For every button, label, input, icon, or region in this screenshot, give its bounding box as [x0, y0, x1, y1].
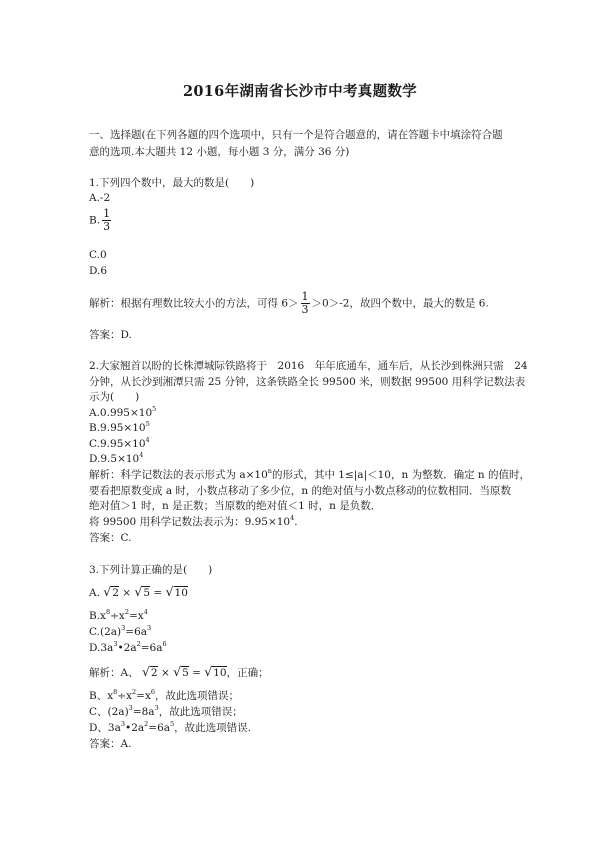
q1-option-a: A.-2 [89, 192, 111, 204]
q3-d-part: •2a [117, 642, 137, 654]
q3-exp-radicand-3: 10 [213, 667, 227, 679]
sqrt-icon: √ [103, 584, 112, 599]
q1-option-b-label: B. [89, 214, 101, 227]
q3-d-sup: 2 [136, 640, 141, 648]
q1-explanation [89, 291, 489, 316]
q2-option-d [89, 453, 143, 466]
q1-option-d: D.6 [89, 265, 108, 277]
q2-option-c-base: C.9.95×10 [89, 438, 146, 450]
q3-explanation-a [89, 664, 269, 681]
q1-option-b-fraction [102, 208, 111, 233]
q3-explanation-b [89, 690, 239, 703]
q2-exp-l4-post: . [294, 516, 298, 528]
q3-option-d [89, 642, 167, 655]
q2-option-d-base: D.9.5×10 [89, 453, 140, 465]
q3-c-part: C.(2a) [89, 626, 122, 638]
section-heading-line2: 意的选项.本大题共 12 小题，每小题 3 分，满分 36 分) [89, 146, 350, 158]
q3-a-radicand-1: 2 [112, 587, 119, 599]
q3-b-part: =x [129, 610, 144, 622]
q3-exp-d-sup: 5 [170, 720, 175, 728]
q2-option-b-base: B.9.95×10 [89, 422, 146, 434]
q3-exp-b-part: =x [136, 690, 151, 702]
q3-exp-a-pre: 解析：A、 [89, 667, 139, 679]
q1-explanation-pre: 解析：根据有理数比较大小的方法，可得 6＞ [89, 297, 299, 310]
q3-exp-c-sup: 3 [128, 704, 133, 712]
q1-option-b [89, 208, 113, 233]
q3-exp-c-part: ，故此选项错误； [158, 706, 243, 718]
q1-answer: 答案：D. [89, 329, 132, 341]
q3-c-part: =6a [125, 626, 148, 638]
q3-exp-d-sup: 3 [120, 720, 125, 728]
q3-exp-a-post: ，正确； [226, 667, 269, 679]
q3-exp-b-sup: 6 [150, 688, 156, 696]
q3-exp-c-part: C、(2a) [89, 706, 129, 718]
sqrt-icon: √ [134, 584, 143, 599]
q3-b-sup: 8 [105, 608, 111, 616]
q1-stem: 1.下列四个数中，最大的数是( ) [89, 177, 255, 189]
q1-explanation-numerator: 1 [301, 290, 309, 303]
q3-c-sup: 3 [147, 624, 152, 632]
q2-option-c [89, 438, 150, 451]
q3-d-part: D.3a [89, 642, 114, 654]
q3-b-sup: 2 [124, 608, 129, 616]
q3-exp-b-part: ，故此选项错误； [155, 690, 240, 702]
sqrt-icon: √ [204, 664, 213, 679]
q3-answer: 答案：A. [89, 738, 132, 750]
q2-stem-line1: 2.大家翘首以盼的长株潭城际铁路将于 2016 年年底通车，通车后，从长沙到株洲只需 24 [89, 360, 528, 372]
q2-stem-line3: 示为( ) [89, 391, 140, 403]
q3-c-sup: 3 [121, 624, 126, 632]
q1-option-c: C.0 [89, 249, 107, 261]
q3-d-sup: 3 [113, 640, 118, 648]
q3-explanation-d [89, 722, 251, 735]
q2-option-b [89, 422, 150, 435]
q3-stem: 3.下列计算正确的是( ) [89, 564, 213, 576]
q3-explanation-c [89, 706, 243, 719]
q2-option-a [89, 407, 156, 420]
q3-option-a-label: A. [89, 587, 100, 599]
q3-option-b [89, 610, 148, 623]
q2-option-a-base: A.0.995×10 [89, 407, 153, 419]
q2-exp-l4-pre: 将 99500 用科学记数法表示为：9.95×10 [89, 516, 291, 528]
q3-exp-d-part: =6a [148, 722, 171, 734]
q2-option-c-exponent: 4 [145, 436, 150, 444]
q1-explanation-fraction [301, 291, 310, 316]
q3-b-part: B.x [89, 610, 106, 622]
q2-explanation-line2: 要看把原数变成 a 时，小数点移动了多少位，n 的绝对值与小数点移动的位数相同．当原数 [89, 485, 512, 497]
q1-option-b-numerator: 1 [103, 207, 111, 220]
q3-exp-d-sup: 2 [144, 720, 149, 728]
q3-exp-d-part: •2a [125, 722, 145, 734]
q3-a-radicand-2: 5 [143, 587, 151, 599]
q3-exp-equals: = [192, 667, 201, 679]
q3-option-c [89, 626, 151, 639]
q3-d-sup: 6 [162, 640, 167, 648]
q2-explanation-line4 [89, 516, 298, 529]
q3-exp-b-sup: 8 [113, 688, 118, 696]
q2-stem-line2: 分钟，从长沙到湘潭只需 25 分钟，这条铁路全长 99500 米，则数据 99500 用科学记数法表 [89, 376, 526, 388]
q3-option-a [89, 584, 188, 601]
q3-b-sup: 4 [143, 608, 148, 616]
sqrt-icon: √ [173, 664, 182, 679]
sqrt-icon: √ [165, 584, 174, 599]
q2-explanation-line1 [89, 469, 530, 482]
q3-exp-times: × [160, 667, 170, 679]
q3-exp-radicand-2: 5 [182, 667, 189, 679]
q2-exp-l1-pre: 解析：科学记数法的表示形式为 a×10 [89, 469, 268, 481]
q3-a-radicand-3: 10 [174, 587, 188, 599]
q2-option-b-exponent: 5 [145, 420, 150, 428]
q3-a-equals: = [153, 587, 163, 599]
q3-exp-b-sup: 2 [132, 688, 137, 696]
q3-exp-b-part: ÷x [117, 690, 133, 702]
q2-exp-l4-sup: 4 [290, 514, 295, 522]
q2-option-a-exponent: 5 [152, 405, 157, 413]
section-heading-line1: 一、选择题(在下列各题的四个选项中，只有一个是符合题意的，请在答题卡中填涂符合题 [89, 129, 503, 141]
q3-a-times: × [122, 587, 132, 599]
page-title: 2016年湖南省长沙市中考真题数学 [183, 83, 417, 100]
q2-explanation-line3: 绝对值＞1 时，n 是正数；当原数的绝对值＜1 时，n 是负数． [89, 500, 382, 512]
q1-option-b-denominator: 3 [103, 220, 111, 233]
q2-answer: 答案：C. [89, 532, 132, 544]
q2-exp-l1-sup: n [267, 467, 272, 475]
sqrt-icon: √ [141, 664, 150, 679]
q2-option-d-exponent: 4 [139, 451, 144, 459]
q1-explanation-post: ＞0＞-2，故四个数中，最大的数是 6. [311, 297, 489, 310]
q3-b-part: ÷x [110, 610, 125, 622]
q1-explanation-denominator: 3 [301, 303, 309, 316]
q3-exp-c-sup: 3 [154, 704, 159, 712]
q3-exp-b-part: B、x [89, 690, 114, 702]
q2-exp-l1-post: 的形式，其中 1≤|a|＜10，n 为整数．确定 n 的值时， [271, 469, 531, 481]
q3-exp-radicand-1: 2 [150, 667, 158, 679]
q3-d-part: =6a [140, 642, 163, 654]
q3-exp-d-part: D、3a [89, 722, 121, 734]
q3-exp-d-part: ，故此选项错误. [174, 722, 252, 734]
q3-exp-c-part: =8a [132, 706, 155, 718]
